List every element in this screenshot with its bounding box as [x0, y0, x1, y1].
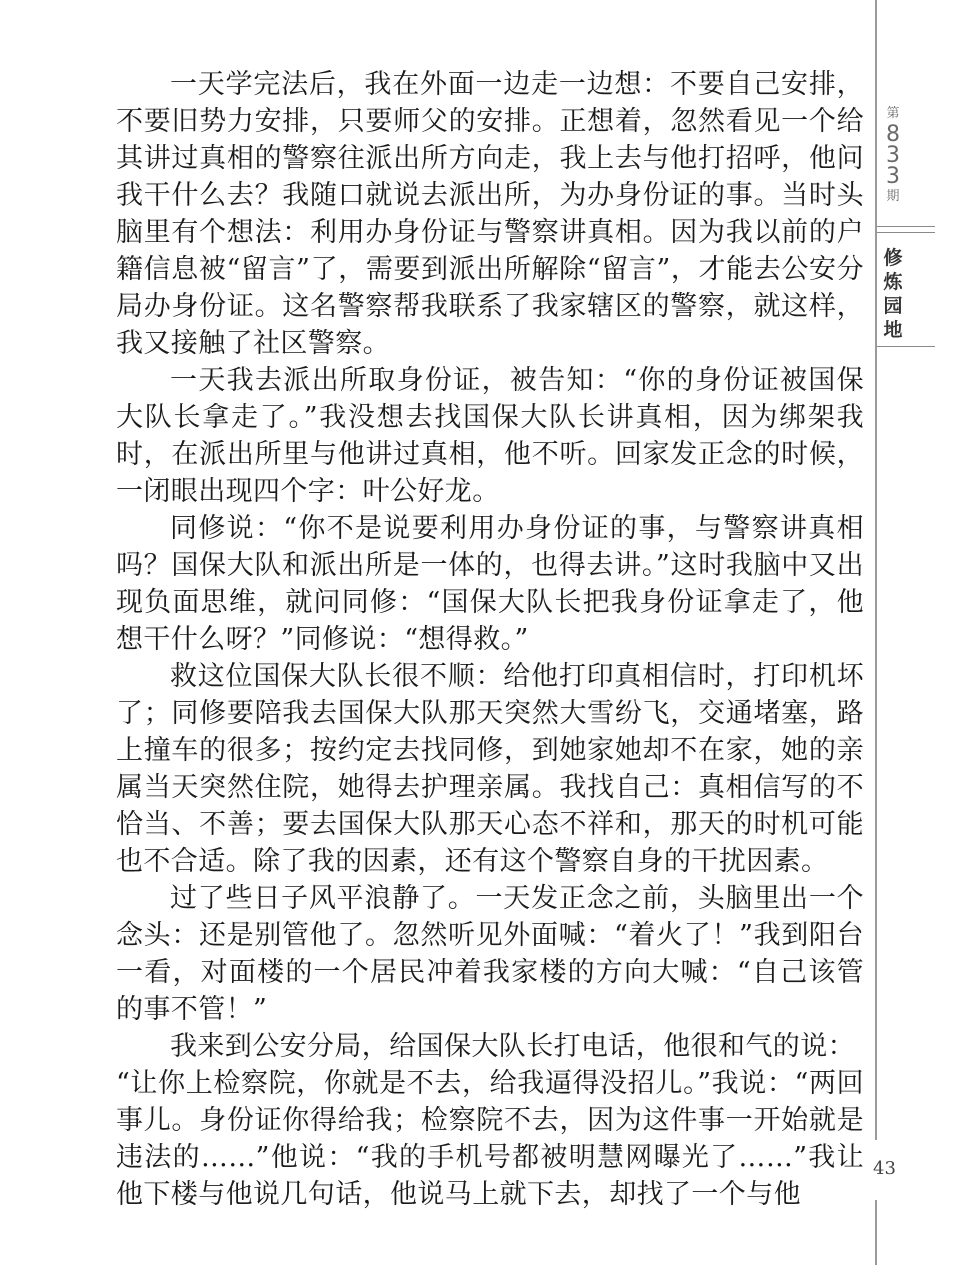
article-body [116, 66, 864, 1213]
paragraph-6: 我来到公安分局，给国保大队长打电话，他很和气的说： [170, 1031, 855, 1062]
issue-digit-3: 3 [886, 164, 900, 189]
issue-digit-1: 8 [886, 122, 900, 147]
paragraph-4: 救这位国保大队长很不顺：给他打印真相信时，打印机坏了；同修要陪我去国保大队那天突然大雪纷飞，交通堵塞，路上撞车的很多；按约定去找同修，到她家她却不在家，她的亲属当天突然住院，她得去护理亲属。我找自己：真相信写的不恰当、不善；要去国保大队那天心态不祥和，那天的时机可能也不合适。除了我的因素，还有这个警察自身的干扰因素。 [116, 661, 864, 877]
sidebar-divider [875, 0, 877, 1265]
paragraph-5: 过了些日子风平浪静了。一天发正念之前，头脑里出一个念头：还是别管他了。忽然听见外面喊：“着火了！”我到阳台一看，对面楼的一个居民冲着我家楼的方向大喊：“自己该管的事不管！” [116, 883, 864, 1025]
issue-suffix: 期 [886, 189, 900, 204]
sidebar-rule-bottom [877, 346, 935, 347]
issue-digit-2: 3 [886, 143, 900, 168]
issue-number [878, 104, 908, 207]
paragraph-3: 同修说：“你不是说要利用办身份证的事，与警察讲真相吗？国保大队和派出所是一体的，也得去讲。”这时我脑中又出现负面思维，就问同修：“国保大队长把我身份证拿走了，他想干什么呀？”同修说：“想得救。” [116, 513, 864, 655]
sidebar-rule-top [877, 226, 935, 227]
column-title-char-4: 地 [883, 319, 903, 341]
column-title [878, 246, 908, 342]
page-number: 43 [873, 1158, 896, 1179]
paragraph-1: 一天学完法后，我在外面一边走一边想：不要自己安排，不要旧势力安排，只要师父的安排。正想着，忽然看见一个给其讲过真相的警察往派出所方向走，我上去与他打招呼，他问我干什么去？我随口就说去派出所，为办身份证的事。当时头脑里有个想法：利用办身份证与警察讲真相。因为我以前的户籍信息被“留言”了，需要到派出所解除“留言”，才能去公安分局办身份证。这名警察帮我联系了我家辖区的警察，就这样，我又接触了社区警察。 [116, 69, 864, 359]
column-title-char-1: 修 [883, 247, 903, 269]
paragraph-2: 一天我去派出所取身份证，被告知：“你的身份证被国保大队长拿走了。”我没想去找国保大队长讲真相，因为绑架我时，在派出所里与他讲过真相，他不听。回家发正念的时候，一闭眼出现四个字：叶公好龙。 [116, 365, 864, 507]
paragraph-6-continued: “让你上检察院，你就是不去，给我逼得没招儿。”我说：“两回事儿。身份证你得给我；检察院不去，因为这件事一开始就是违法的……”他说：“我的手机号都被明慧网曝光了……”我让他下楼与他说几句话，他说马上就下去，却找了一个与他 [116, 1068, 864, 1210]
column-title-char-3: 园 [883, 295, 903, 317]
issue-prefix: 第 [886, 106, 900, 121]
column-title-char-2: 炼 [883, 271, 903, 293]
sidebar-rule-top-2 [877, 232, 935, 233]
